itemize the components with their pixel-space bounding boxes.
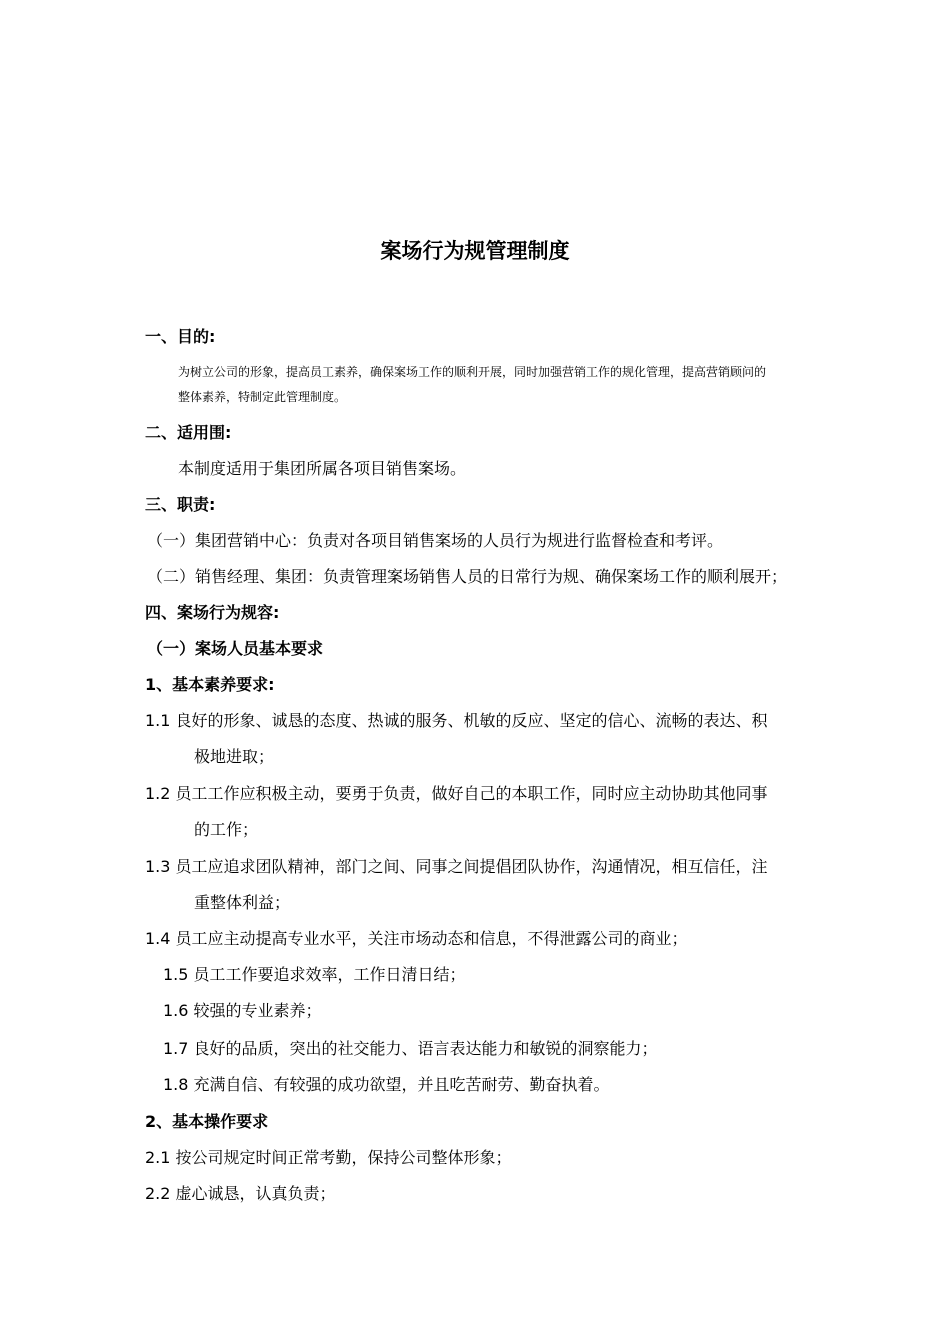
section-heading-conduct: 四、案场行为规容: (145, 603, 280, 622)
section-heading-duties: 三、职责: (145, 495, 216, 514)
list-item: 1.6 较强的专业素养； (163, 1001, 322, 1020)
document-title: 案场行为规管理制度 (380, 239, 570, 263)
list-item: 1.4 员工应主动提高专业水平，关注市场动态和信息，不得泄露公司的商业； (145, 929, 688, 948)
subsection-heading-staff-requirements: （一）案场人员基本要求 (147, 639, 324, 658)
list-item: 1.2 员工工作应积极主动，要勇于负责，做好自己的本职工作，同时应主动协助其他同事 (145, 784, 768, 803)
list-item: 2.2 虚心诚恳，认真负责； (145, 1184, 336, 1203)
list-item: 1.5 员工工作要追求效率，工作日清日结； (163, 965, 466, 984)
list-item-continuation: 极地进取； (194, 747, 275, 766)
section-heading-scope: 二、适用围: (145, 423, 232, 442)
purpose-text-line-1: 为树立公司的形象，提高员工素养，确保案场工作的顺利开展，同时加强营销工作的规化管理，提高营销顾问的 (178, 365, 767, 379)
subheading-basic-operation: 2、基本操作要求 (145, 1112, 269, 1131)
scope-text: 本制度适用于集团所属各项目销售案场。 (178, 459, 467, 478)
duty-item: （一）集团营销中心：负责对各项目销售案场的人员行为规进行监督检查和考评。 (147, 531, 724, 550)
subheading-basic-quality: 1、基本素养要求: (145, 675, 275, 694)
list-item: 1.3 员工应追求团队精神，部门之间、同事之间提倡团队协作，沟通情况，相互信任，注 (145, 857, 768, 876)
section-heading-purpose: 一、目的: (145, 327, 216, 346)
list-item: 1.1 良好的形象、诚恳的态度、热诚的服务、机敏的反应、坚定的信心、流畅的表达、积 (145, 711, 768, 730)
duty-item: （二）销售经理、集团：负责管理案场销售人员的日常行为规、确保案场工作的顺利展开； (147, 567, 788, 586)
list-item: 1.7 良好的品质，突出的社交能力、语言表达能力和敏锐的洞察能力； (163, 1039, 658, 1058)
list-item: 1.8 充满自信、有较强的成功欲望，并且吃苦耐劳、勤奋执着。 (163, 1075, 610, 1094)
list-item-continuation: 重整体利益； (194, 893, 291, 912)
list-item-continuation: 的工作； (194, 820, 259, 839)
purpose-text-line-2: 整体素养，特制定此管理制度。 (178, 390, 347, 404)
list-item: 2.1 按公司规定时间正常考勤，保持公司整体形象； (145, 1148, 512, 1167)
